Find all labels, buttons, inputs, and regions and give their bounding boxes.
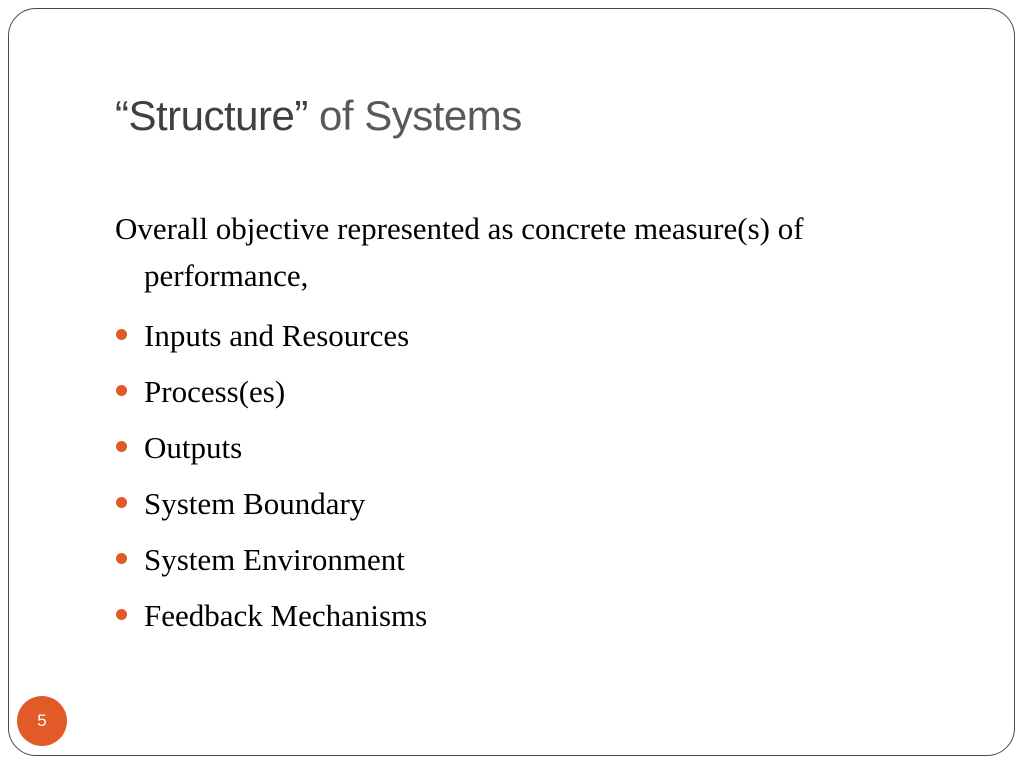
bullet-text: Outputs xyxy=(144,430,243,465)
bullet-text: Process(es) xyxy=(144,374,286,409)
bullet-dot-icon xyxy=(116,385,127,396)
bullet-text: Feedback Mechanisms xyxy=(144,598,428,633)
title-emphasis: “Structure” xyxy=(115,92,308,139)
bullet-item xyxy=(115,539,935,595)
bullet-dot-icon xyxy=(116,329,127,340)
bullet-item xyxy=(115,315,935,371)
slide-body xyxy=(115,205,935,651)
bullet-text: Inputs and Resources xyxy=(144,318,410,353)
bullet-item xyxy=(115,595,935,651)
bullet-item xyxy=(115,371,935,427)
bullet-item xyxy=(115,483,935,539)
intro-paragraph: Overall objective represented as concrete measure(s) of performance, xyxy=(115,211,804,293)
bullet-dot-icon xyxy=(116,609,127,620)
bullet-dot-icon xyxy=(116,553,127,564)
bullet-text: System Environment xyxy=(144,542,405,577)
bullet-text: System Boundary xyxy=(144,486,366,521)
bullet-item xyxy=(115,427,935,483)
bullet-dot-icon xyxy=(116,497,127,508)
title-rest: of Systems xyxy=(307,92,522,139)
page-number-badge: 5 xyxy=(17,696,67,746)
bullet-list xyxy=(115,315,935,651)
bullet-dot-icon xyxy=(116,441,127,452)
slide-title xyxy=(115,92,522,140)
